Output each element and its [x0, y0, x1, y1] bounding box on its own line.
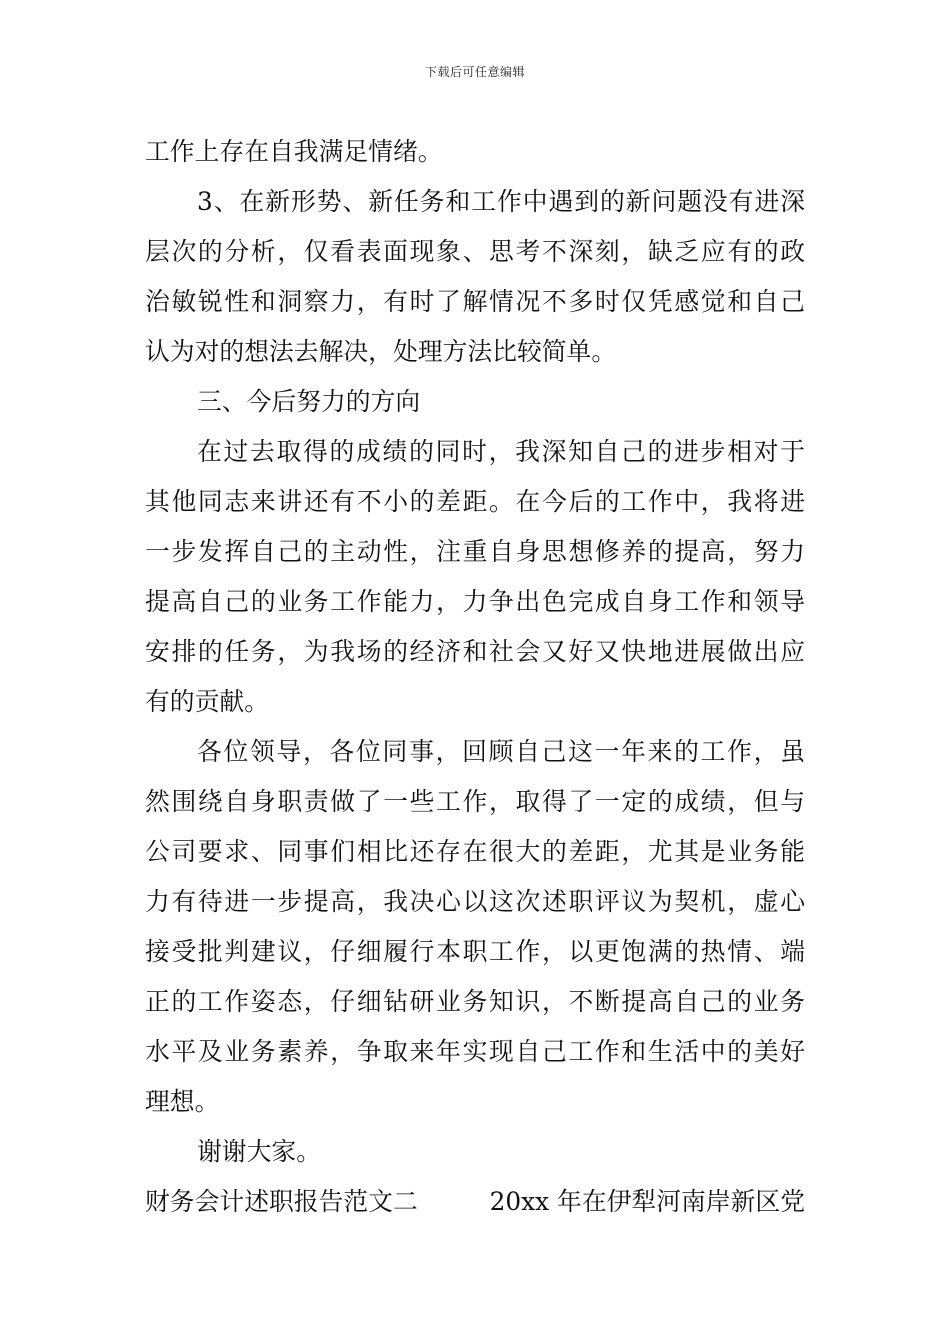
closing-line: 谢谢大家。: [197, 1137, 321, 1166]
paragraph-line: 层次的分析，仅看表面现象、思考不深刻，缺乏应有的政: [145, 237, 805, 266]
document-body: [145, 127, 805, 1227]
paragraph-line: 提高自己的业务工作能力，力争出色完成自身工作和领导: [145, 587, 805, 616]
paragraph-line: 治敏锐性和洞察力，有时了解情况不多时仅凭感觉和自己: [145, 287, 805, 316]
paragraph-line: 理想。: [145, 1087, 220, 1116]
next-section-line: [145, 1177, 805, 1227]
paragraph-line: 安排的任务，为我场的经济和社会又好又快地进展做出应: [145, 637, 805, 666]
paragraph-line: 力有待进一步提高，我决心以这次述职评议为契机，虚心: [145, 887, 805, 916]
paragraph-line: 3、在新形势、新任务和工作中遇到的新问题没有进深: [197, 187, 805, 216]
paragraph-line: 各位领导，各位同事，回顾自己这一年来的工作，虽: [197, 737, 805, 766]
paragraph-line: 有的贡献。: [145, 687, 269, 716]
page-header: 下载后可任意编辑: [424, 65, 525, 79]
paragraph-line: 在过去取得的成绩的同时，我深知自己的进步相对于: [197, 437, 805, 466]
next-section-start: 20xx 年在伊犁河南岸新区党: [489, 1187, 805, 1216]
section-heading: 三、今后努力的方向: [197, 387, 421, 416]
paragraph-line: 公司要求、同事们相比还存在很大的差距，尤其是业务能: [145, 837, 805, 866]
paragraph-line: 一步发挥自己的主动性，注重自身思想修养的提高，努力: [145, 537, 805, 566]
paragraph-line: 认为对的想法去解决，处理方法比较简单。: [145, 337, 617, 366]
next-section-title: 财务会计述职报告范文二: [145, 1187, 418, 1216]
paragraph-line: 然围绕自身职责做了一些工作，取得了一定的成绩，但与: [145, 787, 805, 816]
paragraph-line: 工作上存在自我满足情绪。: [145, 137, 443, 166]
paragraph-line: 其他同志来讲还有不小的差距。在今后的工作中，我将进: [145, 487, 805, 516]
paragraph-line: 接受批判建议，仔细履行本职工作，以更饱满的热情、端: [145, 937, 805, 966]
paragraph-line: 正的工作姿态，仔细钻研业务知识，不断提高自己的业务: [145, 987, 805, 1016]
paragraph-line: 水平及业务素养，争取来年实现自己工作和生活中的美好: [145, 1037, 805, 1066]
